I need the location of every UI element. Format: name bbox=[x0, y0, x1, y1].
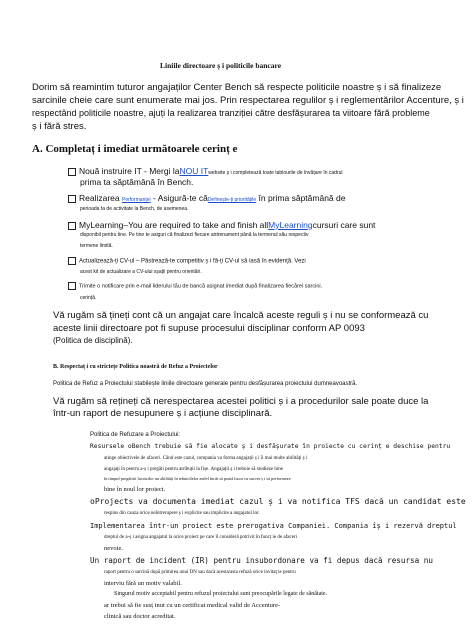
item-continuation: acest kit de actualizare a CV-ului sșații pentru orientări. bbox=[80, 269, 202, 275]
item-text: Nouă instruire IT - Mergi la bbox=[79, 166, 180, 176]
section-b-heading: B. Respectaț i cu strictețe Politica noastră de Refuz a Proiectelor bbox=[53, 364, 218, 370]
mylearning-link[interactable]: MyLearning bbox=[268, 220, 313, 230]
warning-line-3: (Politica de disciplină). bbox=[53, 336, 133, 345]
policy-item-3: Implementarea într-un proiect este prerogativa Companiei. Compania îș i rezervă dreptul bbox=[90, 522, 457, 530]
item-continuation: perioada ta de activitate la Bench, de asemenea. bbox=[80, 206, 189, 212]
policy-item-4-cont: raport pentru o sarcină după primirea unui DN sau dacă acesta/asta refuză orice invitaț ie pentru bbox=[104, 570, 296, 575]
checkbox-icon[interactable] bbox=[68, 195, 76, 203]
task-item-it-training bbox=[68, 166, 343, 176]
policy-item-2-cont: respins din cauza orice neîntrerupere ș i explicite sau implicite a angajatul lor. bbox=[104, 511, 260, 516]
warning-line-2: aceste linii directoare pot fi supuse procesului disciplinar conform AP 0093 bbox=[53, 323, 365, 334]
item-text: Realizarea bbox=[79, 193, 120, 203]
policy-item-1-cont: bine în noul lor proiect. bbox=[104, 486, 166, 493]
task-item-cv bbox=[68, 257, 306, 265]
checkbox-icon[interactable] bbox=[68, 257, 76, 265]
nou-it-link[interactable]: NOU IT bbox=[179, 166, 209, 176]
priorities-link[interactable]: Definește-ți prioritățile bbox=[207, 197, 257, 203]
checkbox-icon[interactable] bbox=[68, 222, 76, 230]
item-text: - Asigură-te că bbox=[150, 193, 208, 203]
policy-item-3-cont: dreptul de a-ș i asigna angajatul la orice proiect pe care îl consideră potrivit în funcț ie de afaceri bbox=[104, 535, 297, 540]
document-title: Liniile directoare ș i politicile bancare bbox=[160, 61, 282, 70]
policy-item-1-cont: în timpul pregătirii lucrurilor nu abilități în tehnicilelor astfel încât să poată lucra cu succes ș i să performeze bbox=[104, 476, 291, 481]
policy-item-4-cont: clinică sau doctor acreditat. bbox=[104, 613, 176, 620]
policy-item-1-cont: angajați în pentru a-ș i pregăti pentru atribuții la fișe. Angajații ș i trebuie să studieze bine bbox=[104, 467, 283, 472]
policy-item-1-cont: atinge obiectivele de afaceri. Când este cazul, compania va forma angajații ș i îi mai multe abilități ș i bbox=[104, 456, 308, 461]
intro-line-4: ș i fără stres. bbox=[32, 121, 87, 132]
policy-item-4: Un raport de incident (IR) pentru insubordonare va fi depus dacă resursa nu bbox=[90, 556, 433, 565]
checkbox-icon[interactable] bbox=[68, 168, 76, 176]
policy-item-2: oProjects va documenta imediat cazul ș i va notifica TFS dacă un candidat este bbox=[90, 497, 466, 506]
intro-line-3: respectând politicile noastre, ajuți la realizarea tranziției către desfășurarea ta viitoare fără probleme bbox=[32, 108, 430, 118]
policy-item-4-cont: ar trebui să fie susț inut cu un certificat medical valid de Accenture- bbox=[104, 602, 281, 609]
section-b-line-2: într-un raport de nesupunere ș i acțiune disciplinară. bbox=[53, 408, 273, 419]
item-continuation: disponibil pentru tine. Pe tine te asiguri că finalizezi fiecare antrenament până la termenul său respectiv bbox=[80, 232, 309, 238]
policy-item-1: Resursele oBench trebuie să fie alocate ș i desfășurate în proiecte cu cerinț e deschise pentru bbox=[90, 443, 451, 450]
item-text: website ș i completează toate tablourile de învățare în cadrul bbox=[208, 170, 343, 176]
item-continuation: cerință. bbox=[80, 295, 97, 301]
item-continuation: prima ta săptămână în Bench. bbox=[80, 177, 194, 187]
item-text: MyLearning–You are required to take and finish all bbox=[79, 220, 269, 230]
policy-label: Politica de Refuzare a Proiectului: bbox=[90, 432, 181, 438]
task-item-notify bbox=[68, 282, 322, 290]
policy-item-4-cont: interviu fără un motiv valabil. bbox=[104, 580, 182, 587]
task-item-mylearning bbox=[68, 220, 375, 230]
checkbox-icon[interactable] bbox=[68, 282, 76, 290]
warning-line-1: Vă rugăm să țineți cont că un angajat care încalcă aceste reguli ș i nu se conformează cu bbox=[53, 310, 429, 321]
policy-item-3-cont: nevoie. bbox=[104, 545, 123, 552]
item-text: cursuri care sunt bbox=[312, 220, 376, 230]
section-a-heading: A. Completaț i imediat următoarele cerinț e bbox=[32, 143, 238, 155]
task-item-performance bbox=[68, 193, 345, 203]
performance-link[interactable]: Performanței bbox=[122, 197, 151, 203]
intro-line-2: sarcinile cheie care sunt enumerate mai jos. Prin respectarea regulilor ș i reglementărilor Accenture, ș i bbox=[32, 95, 464, 106]
item-continuation: termene limită. bbox=[80, 243, 113, 249]
section-b-paragraph-1: Politica de Refuz a Proiectului stabilește liniile directoare generale pentru desfășurarea proiectului dumneavoastră. bbox=[53, 381, 358, 387]
policy-item-4-cont: Singurul motiv acceptabil pentru refuzul proiectului sunt preocupările legate de sănătate. bbox=[114, 591, 328, 597]
intro-line-1: Dorim să reamintim tuturor angajaților Center Bench să respecte politicile noastre ș i să finalizeze bbox=[32, 82, 442, 93]
item-text: Trimite o notificare prin e-mail liderului tău de bancă asignat imediat după finalizarea fiecărei sarcini. bbox=[79, 283, 323, 290]
item-text: în prima săptămână de bbox=[256, 193, 346, 203]
section-b-line-1: Vă rugăm să rețineți că nerespectarea acestei politici ș i a procedurilor sale poate duce la bbox=[53, 396, 429, 407]
item-text: Actualizează-ți CV-ul – Păstrează-te competitiv ș i fă-ți CV-ul să iasă în evidență. Vezi bbox=[79, 258, 306, 265]
